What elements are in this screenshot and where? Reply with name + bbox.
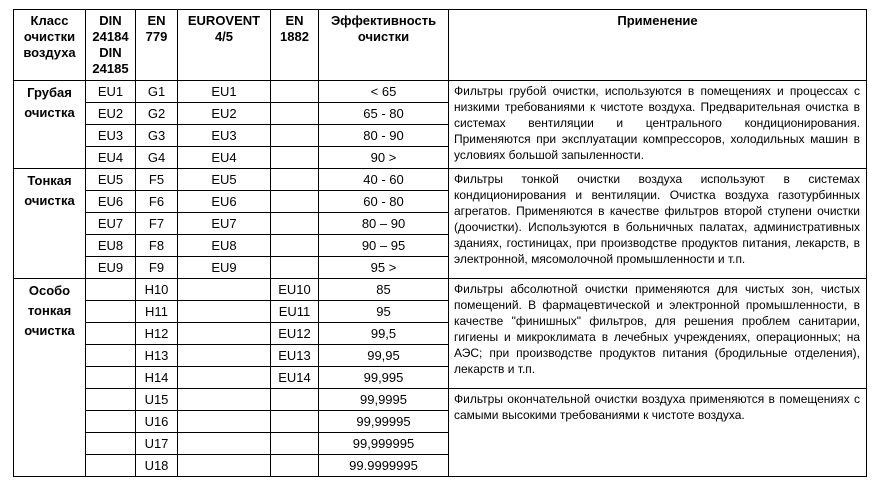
cell-en1882 bbox=[271, 81, 319, 103]
cell-en1882: EU14 bbox=[271, 367, 319, 389]
cell-en1882 bbox=[271, 169, 319, 191]
cell-en779: H12 bbox=[136, 323, 178, 345]
cell-eurovent: EU8 bbox=[178, 235, 271, 257]
application-text-coarse: Фильтры грубой очистки, используются в помещениях и процессах с низкими требованиями к чистоте воздуха. Предварительная очистка в системах вентиляции и центрального кондиционирования. Применяются при эксплуатации компрессоров, холодильных машин в условиях большой запыленности. bbox=[449, 81, 867, 169]
cell-din: EU8 bbox=[86, 235, 136, 257]
cell-en779: F9 bbox=[136, 257, 178, 279]
cell-efficiency: 99,9995 bbox=[319, 389, 449, 411]
cell-eurovent bbox=[178, 301, 271, 323]
cell-din bbox=[86, 345, 136, 367]
cell-eurovent: EU4 bbox=[178, 147, 271, 169]
cell-eurovent bbox=[178, 279, 271, 301]
cell-eurovent bbox=[178, 389, 271, 411]
cell-efficiency: 60 - 80 bbox=[319, 191, 449, 213]
application-text-fine: Фильтры тонкой очистки воздуха используют в системах кондиционирования и вентиляции. Очистка воздуха газотурбинных агрегатов. Применяются в качестве фильтров второй ступени очистки (доочистки). Используются в больничных палатах, административных зданиях, гостиницах, при производстве продуктов питания, лекарств, в электронной, мясомолочной промышленности и т.п. bbox=[449, 169, 867, 279]
cell-efficiency: 80 – 90 bbox=[319, 213, 449, 235]
cell-efficiency: 99,995 bbox=[319, 367, 449, 389]
cell-eurovent bbox=[178, 411, 271, 433]
cell-eurovent bbox=[178, 455, 271, 477]
cell-eurovent bbox=[178, 345, 271, 367]
cell-eurovent: EU5 bbox=[178, 169, 271, 191]
cell-efficiency: 99.9999995 bbox=[319, 455, 449, 477]
cell-din bbox=[86, 301, 136, 323]
cell-en1882: EU12 bbox=[271, 323, 319, 345]
cell-en779: G1 bbox=[136, 81, 178, 103]
table-row bbox=[14, 279, 867, 301]
cell-din bbox=[86, 323, 136, 345]
cell-efficiency: 90 > bbox=[319, 147, 449, 169]
cell-din bbox=[86, 389, 136, 411]
cell-din: EU4 bbox=[86, 147, 136, 169]
cell-din: EU3 bbox=[86, 125, 136, 147]
cell-efficiency: 80 - 90 bbox=[319, 125, 449, 147]
header-application: Применение bbox=[449, 10, 867, 81]
cell-en1882 bbox=[271, 213, 319, 235]
cell-din bbox=[86, 455, 136, 477]
cell-efficiency: 85 bbox=[319, 279, 449, 301]
cell-din bbox=[86, 367, 136, 389]
header-din: DIN 24184 DIN 24185 bbox=[86, 10, 136, 81]
cell-din: EU6 bbox=[86, 191, 136, 213]
header-en779: EN 779 bbox=[136, 10, 178, 81]
cell-en779: F8 bbox=[136, 235, 178, 257]
cell-en779: U16 bbox=[136, 411, 178, 433]
cell-en779: H11 bbox=[136, 301, 178, 323]
cell-en779: H14 bbox=[136, 367, 178, 389]
application-text-final: Фильтры окончательной очистки воздуха применяются в помещениях с самыми высокими требованиями к чистоте воздуха. bbox=[449, 389, 867, 477]
cell-efficiency: 99,5 bbox=[319, 323, 449, 345]
table-row bbox=[14, 81, 867, 103]
cell-en1882 bbox=[271, 147, 319, 169]
cell-en779: H10 bbox=[136, 279, 178, 301]
cell-eurovent bbox=[178, 323, 271, 345]
cell-efficiency: < 65 bbox=[319, 81, 449, 103]
header-eurovent: EUROVENT 4/5 bbox=[178, 10, 271, 81]
cell-en779: H13 bbox=[136, 345, 178, 367]
cell-din: EU1 bbox=[86, 81, 136, 103]
cell-efficiency: 95 > bbox=[319, 257, 449, 279]
header-en1882: EN 1882 bbox=[271, 10, 319, 81]
cell-efficiency: 99,99995 bbox=[319, 411, 449, 433]
cell-din: EU9 bbox=[86, 257, 136, 279]
cell-en779: G4 bbox=[136, 147, 178, 169]
cell-eurovent: EU3 bbox=[178, 125, 271, 147]
cell-din: EU7 bbox=[86, 213, 136, 235]
cell-din bbox=[86, 433, 136, 455]
cell-en779: F6 bbox=[136, 191, 178, 213]
cell-efficiency: 99,999995 bbox=[319, 433, 449, 455]
cell-eurovent: EU7 bbox=[178, 213, 271, 235]
cell-en1882 bbox=[271, 433, 319, 455]
cell-en779: U15 bbox=[136, 389, 178, 411]
cell-en779: F7 bbox=[136, 213, 178, 235]
cell-eurovent: EU1 bbox=[178, 81, 271, 103]
cell-en1882 bbox=[271, 389, 319, 411]
cell-eurovent: EU2 bbox=[178, 103, 271, 125]
cell-efficiency: 90 – 95 bbox=[319, 235, 449, 257]
air-filter-classification-table bbox=[13, 9, 867, 477]
cell-en1882: EU10 bbox=[271, 279, 319, 301]
cell-eurovent: EU9 bbox=[178, 257, 271, 279]
cell-en1882 bbox=[271, 191, 319, 213]
cell-efficiency: 40 - 60 bbox=[319, 169, 449, 191]
cell-en779: F5 bbox=[136, 169, 178, 191]
cell-efficiency: 95 bbox=[319, 301, 449, 323]
cell-en779: G3 bbox=[136, 125, 178, 147]
cell-en1882 bbox=[271, 103, 319, 125]
cell-en1882 bbox=[271, 411, 319, 433]
class-label-fine: Тонкая очистка bbox=[14, 169, 86, 279]
cell-en1882 bbox=[271, 257, 319, 279]
cell-eurovent bbox=[178, 433, 271, 455]
cell-en779: U18 bbox=[136, 455, 178, 477]
cell-en779: U17 bbox=[136, 433, 178, 455]
cell-eurovent: EU6 bbox=[178, 191, 271, 213]
class-label-extra-fine: Особо тонкая очистка bbox=[14, 279, 86, 477]
cell-din: EU5 bbox=[86, 169, 136, 191]
table-row bbox=[14, 389, 867, 411]
cell-efficiency: 65 - 80 bbox=[319, 103, 449, 125]
cell-en1882 bbox=[271, 455, 319, 477]
cell-din bbox=[86, 411, 136, 433]
cell-en1882: EU11 bbox=[271, 301, 319, 323]
cell-en779: G2 bbox=[136, 103, 178, 125]
header-row bbox=[14, 10, 867, 81]
header-class: Класс очистки воздуха bbox=[14, 10, 86, 81]
table-row bbox=[14, 169, 867, 191]
cell-din bbox=[86, 279, 136, 301]
cell-en1882: EU13 bbox=[271, 345, 319, 367]
cell-en1882 bbox=[271, 125, 319, 147]
cell-efficiency: 99,95 bbox=[319, 345, 449, 367]
cell-eurovent bbox=[178, 367, 271, 389]
header-efficiency: Эффективность очистки bbox=[319, 10, 449, 81]
cell-en1882 bbox=[271, 235, 319, 257]
application-text-absolute: Фильтры абсолютной очистки применяются для чистых зон, чистых помещений. В фармацевтической и электронной промышленности, в качестве "финишных" фильтров, для решения проблем санитарии, гигиены и микроклимата в лечебных учреждениях, операционных; на АЭС; при производстве продуктов питания (бродильные отделения), лекарств и т.п. bbox=[449, 279, 867, 389]
class-label-coarse: Грубая очистка bbox=[14, 81, 86, 169]
cell-din: EU2 bbox=[86, 103, 136, 125]
